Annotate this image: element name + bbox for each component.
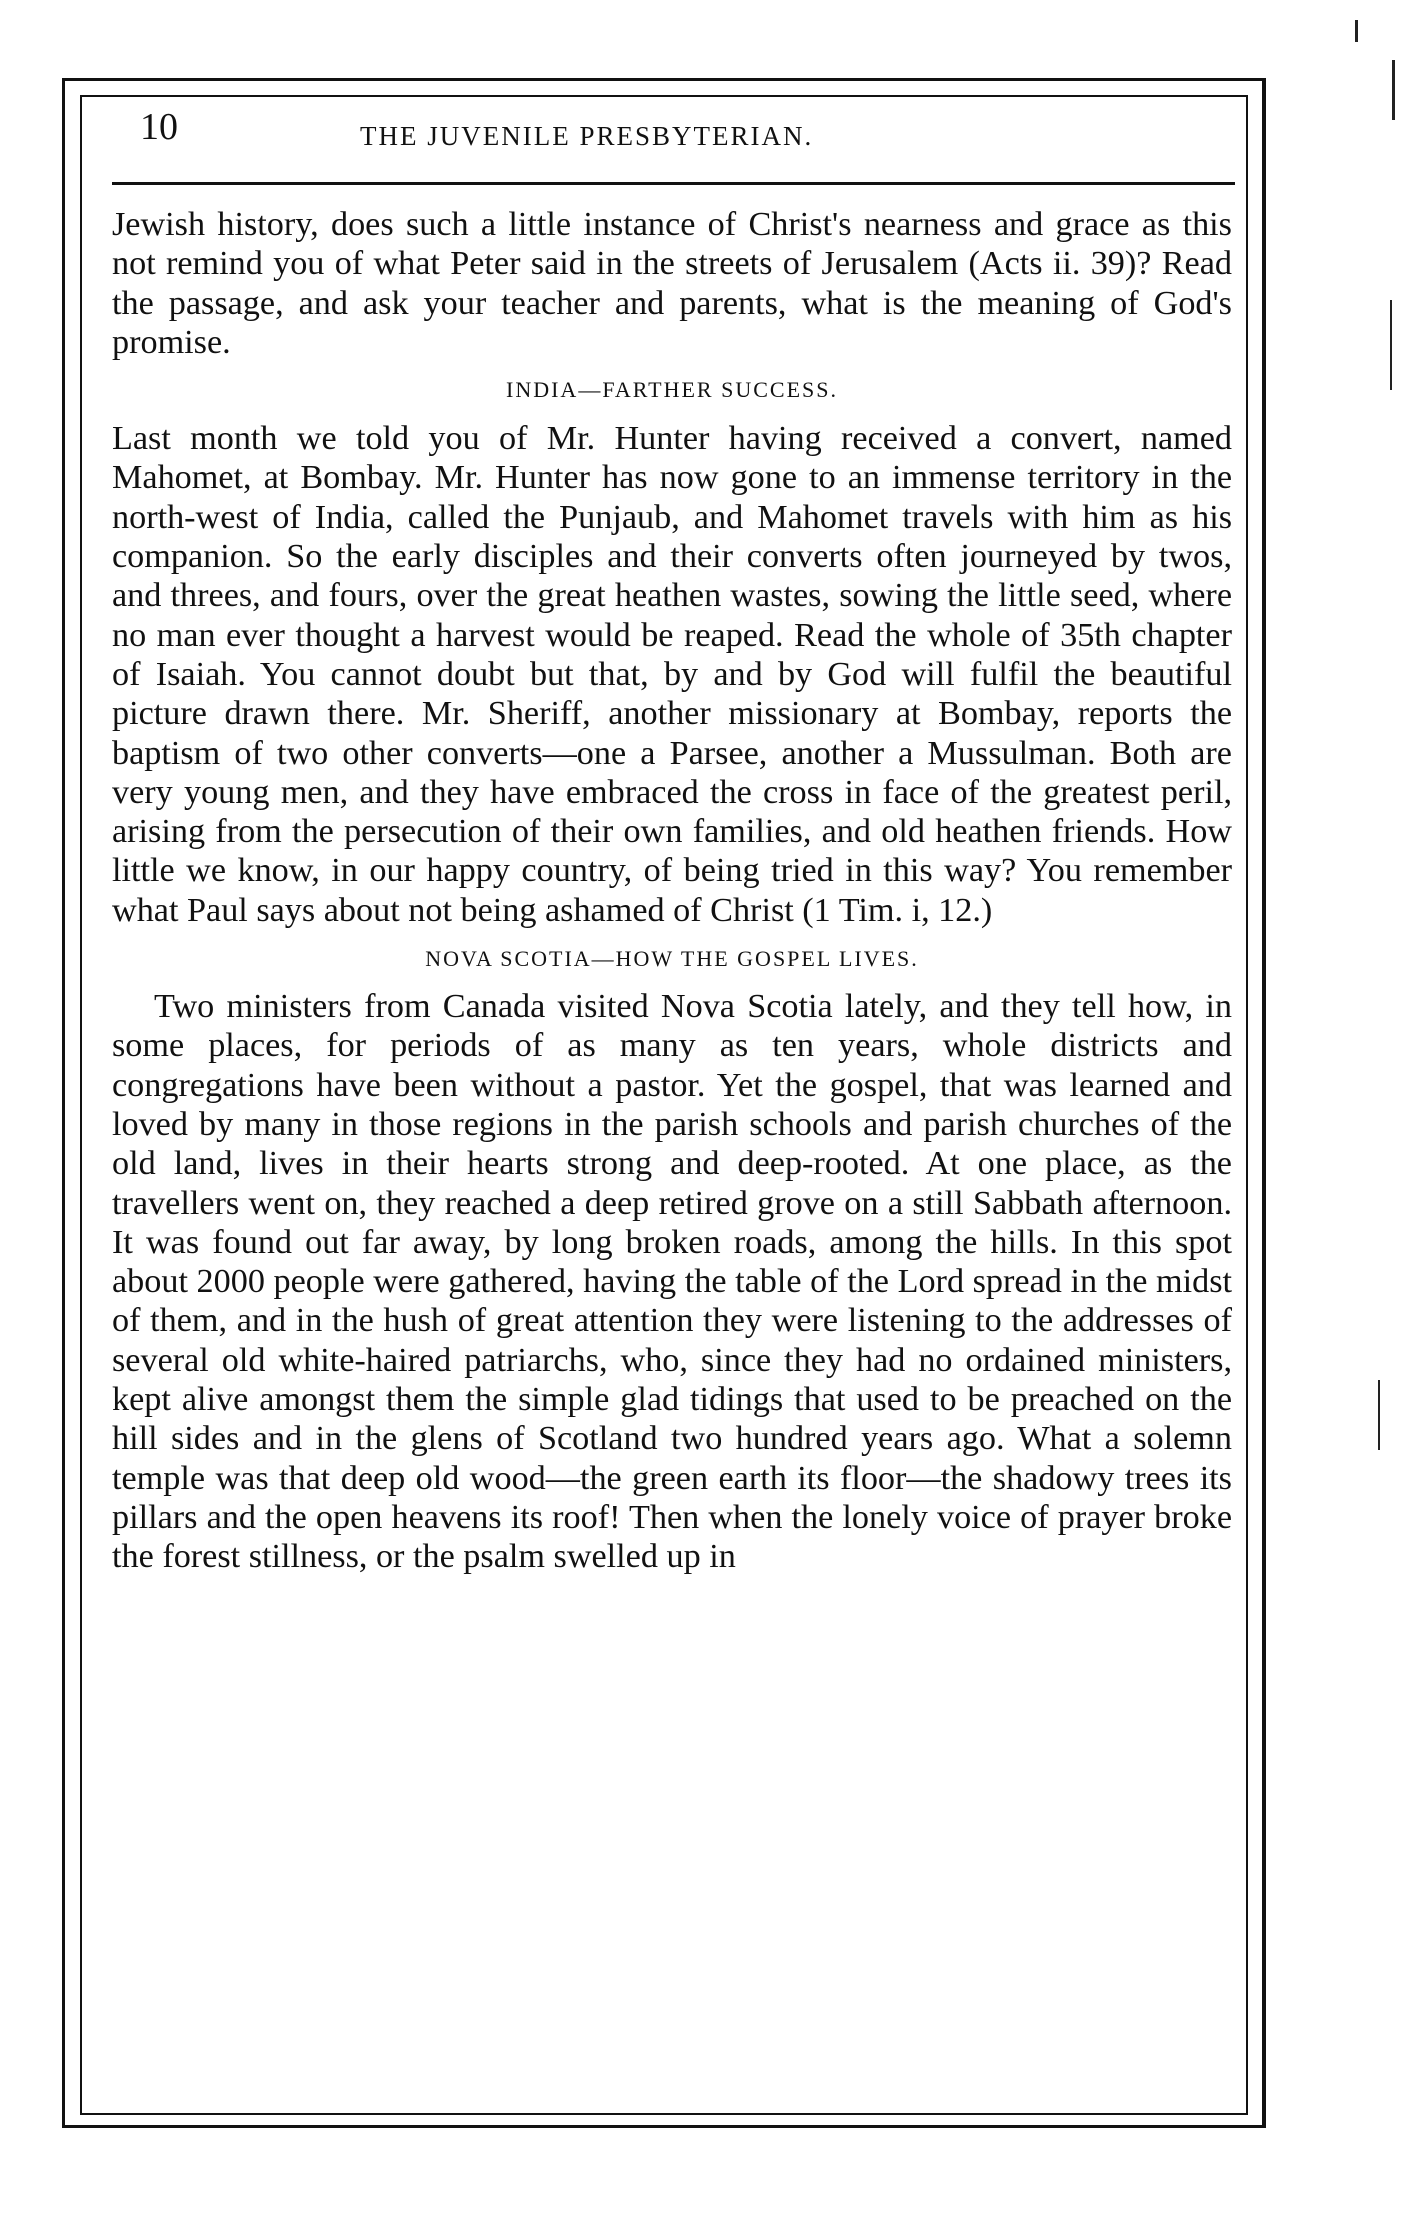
- margin-speck-mid: [1390, 300, 1392, 390]
- nova-scotia-paragraph: Two ministers from Canada visited Nova Scotia lately, and they tell how, in some places, for periods of as many as ten years, whole districts and congregations have been without a pastor. Yet the gospel, that was learned and loved by many in those regions in the parish schools and parish churches of the old land, lives in their hearts strong and deep-rooted. At one place, as the travellers went on, they reached a deep retired grove on a still Sabbath afternoon. It was found out far away, by long broken roads, among the hills. In this spot about 2000 people were gathered, having the table of the Lord spread in the midst of them, and in the hush of great attention they were listening to the addresses of several old white-haired patriarchs, who, since they had no ordained ministers, kept alive amongst them the simple glad tidings that used to be preached on the hill sides and in the glens of Scotland two hundred years ago. What a solemn temple was that deep old wood—the green earth its floor—the shadowy trees its pillars and the open heavens its roof! Then when the lonely voice of prayer broke the forest stillness, or the psalm swelled up in: [112, 988, 1232, 1576]
- right-margin-rule: [1262, 78, 1264, 2128]
- page-header: [140, 105, 1230, 175]
- page-number: 10: [140, 106, 178, 148]
- header-rule: [112, 182, 1235, 185]
- margin-speck-upper: [1392, 60, 1395, 120]
- india-section-heading: INDIA—FARTHER SUCCESS.: [506, 377, 838, 403]
- india-paragraph: Last month we told you of Mr. Hunter having received a convert, named Mahomet, at Bombay. Mr. Hunter has now gone to an immense territory in the north-west of India, called the Punjaub, and Mahomet travels with him as his companion. So the early disciples and their converts often journeyed by twos, and threes, and fours, over the great heathen wastes, sowing the little seed, where no man ever thought a harvest would be reaped. Read the whole of 35th chapter of Isaiah. You cannot doubt but that, by and by God will fulfil the beautiful picture drawn there. Mr. Sheriff, another missionary at Bombay, reports the baptism of two other converts—one a Parsee, another a Mussulman. Both are very young men, and they have embraced the cross in face of the greatest peril, arising from the persecution of their own families, and old heathen friends. How little we know, in our happy country, of being tried in this way? You remember what Paul says about not being ashamed of Christ (1 Tim. i, 12.): [112, 420, 1232, 929]
- intro-paragraph: Jewish history, does such a little instance of Christ's nearness and grace as this not remind you of what Peter said in the streets of Jerusalem (Acts ii. 39)? Read the passage, and ask your teacher and parents, what is the meaning of God's promise.: [112, 206, 1232, 361]
- running-title: THE JUVENILE PRESBYTERIAN.: [360, 121, 814, 151]
- margin-speck-top: [1355, 20, 1358, 42]
- article-column: [112, 205, 1232, 1577]
- margin-speck-lower: [1378, 1380, 1380, 1450]
- nova-scotia-section-heading: NOVA SCOTIA—HOW THE GOSPEL LIVES.: [425, 946, 919, 972]
